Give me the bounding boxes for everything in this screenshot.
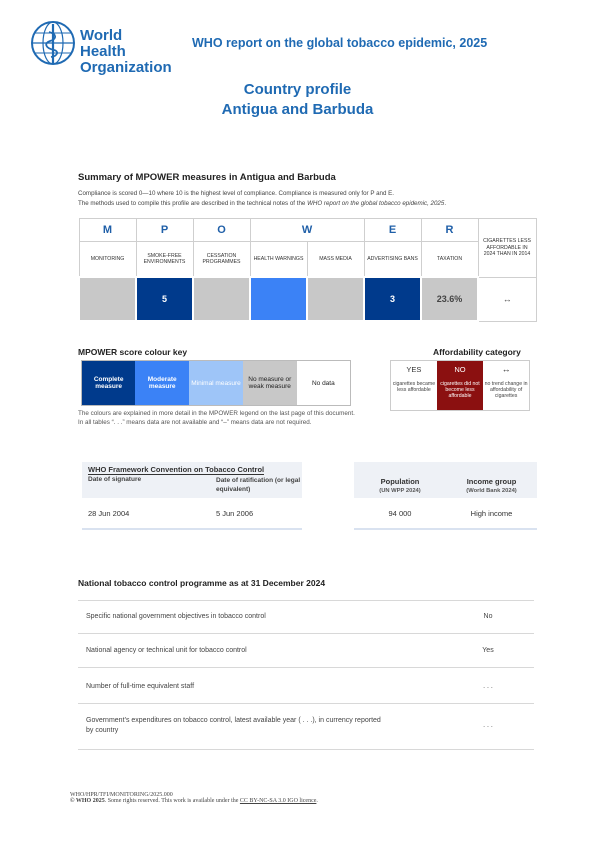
income-value: High income (470, 509, 513, 518)
page-title-line2: Antigua and Barbuda (221, 101, 374, 118)
fctc-heading: WHO Framework Convention on Tobacco Control (88, 465, 265, 474)
page-title (0, 80, 595, 120)
page-title-line1: Country profile (243, 81, 352, 98)
aff-no-change-desc: no trend change in affordability of cigarettes (484, 381, 528, 399)
report-title: WHO report on the global tobacco epidemic, 2025 (192, 36, 488, 50)
letter-o: O (193, 219, 250, 242)
colour-key (81, 360, 351, 406)
summary-note2: The methods used to compile this profile are described in the technical notes of the WHO report on the global tobacco epidemic, 2025. (78, 200, 447, 207)
mpower-summary-table (78, 218, 537, 322)
affordability-key (390, 360, 530, 411)
col-health-warnings: HEALTH WARNINGS (250, 242, 307, 278)
ntcp-row: Number of full-time equivalent staff . . . (78, 667, 534, 702)
legend-notes: The colours are explained in more detail in the MPOWER legend on the last page of this document. In all tables “. . .” means data are not available and “–” means data are not required. (78, 410, 355, 426)
ntcp-row: National agency or technical unit for tobacco control Yes (78, 633, 534, 667)
key-moderate: Moderate measure (135, 361, 189, 406)
footer (70, 792, 318, 804)
population-source: (UN WPP 2024) (379, 488, 421, 494)
letter-p: P (136, 219, 193, 242)
key-complete: Complete measure (82, 361, 136, 406)
col-monitoring: MONITORING (79, 242, 136, 278)
col-smoke-free: SMOKE-FREE ENVIRONMENTS (136, 242, 193, 278)
letter-e: E (364, 219, 421, 242)
affordability-heading: Affordability category (433, 347, 521, 357)
fctc-col-signature: Date of signature (88, 476, 142, 483)
document-code: WHO/HPR/TFI/MONITORING/2025.000 (70, 792, 173, 798)
aff-no-desc: cigarettes did not become less affordable (437, 377, 483, 411)
col-cessation: CESSATION PROGRAMMES (193, 242, 250, 278)
colour-key-heading: MPOWER score colour key (78, 347, 188, 357)
country-info-box (354, 462, 537, 528)
letter-m: M (79, 219, 136, 242)
fctc-col-ratification: Date of ratification (or legal equivalent) (216, 477, 301, 493)
population-value: 94 000 (388, 509, 412, 518)
key-no-measure: No measure or weak measure (243, 361, 297, 406)
value-mass-media (307, 277, 364, 321)
value-smoke-free: 5 (136, 277, 193, 321)
logo-line2: Organization (80, 59, 172, 76)
fctc-signature-date: 28 Jun 2004 (88, 509, 130, 518)
aff-no: NO (437, 361, 483, 378)
copyright: © WHO 2025. Some rights reserved. This work is available under the CC BY-NC-SA 3.0 IGO licence. (70, 798, 318, 804)
who-emblem-icon (30, 20, 76, 66)
key-no-data: No data (297, 361, 351, 406)
aff-no-change: ↔ (501, 364, 511, 374)
col-mass-media: MASS MEDIA (307, 242, 364, 278)
who-logo (30, 20, 172, 76)
value-health-warnings (250, 277, 307, 321)
col-advertising-bans: ADVERTISING BANS (364, 242, 421, 278)
col-taxation: TAXATION (421, 242, 478, 278)
value-taxation: 23.6% (421, 277, 478, 321)
col-affordability: CIGARETTES LESS AFFORDABLE IN 2024 THAN IN 2014 (478, 219, 536, 278)
licence-link[interactable]: CC BY-NC-SA 3.0 IGO licence (239, 798, 317, 804)
logo-line1: World Health (80, 27, 126, 60)
value-affordability: ↔ (478, 277, 536, 321)
ntcp-heading: National tobacco control programme as at 31 December 2024 (78, 578, 326, 588)
key-minimal: Minimal measure (189, 361, 243, 406)
fctc-ratification-date: 5 Jun 2006 (216, 509, 254, 518)
letter-r: R (421, 219, 478, 242)
value-monitoring (79, 277, 136, 321)
ntcp-row: Specific national government objectives in tobacco control No (78, 600, 534, 634)
income-label: Income group (466, 477, 517, 486)
aff-yes: YES (406, 364, 422, 374)
summary-note1: Compliance is scored 0—10 where 10 is the highest level of compliance. Compliance is measured only for P and E. (78, 190, 394, 197)
ntcp-row: Government’s expenditures on tobacco control, latest available year ( . . .), in currency reported by country . . . (78, 703, 534, 750)
fctc-box (82, 462, 302, 528)
income-source: (World Bank 2024) (466, 488, 517, 494)
letter-w: W (250, 219, 364, 242)
aff-yes-desc: cigarettes became less affordable (392, 381, 436, 393)
population-label: Population (380, 477, 420, 486)
summary-heading: Summary of MPOWER measures in Antigua and Barbuda (78, 172, 336, 183)
value-advertising-bans: 3 (364, 277, 421, 321)
value-cessation (193, 277, 250, 321)
